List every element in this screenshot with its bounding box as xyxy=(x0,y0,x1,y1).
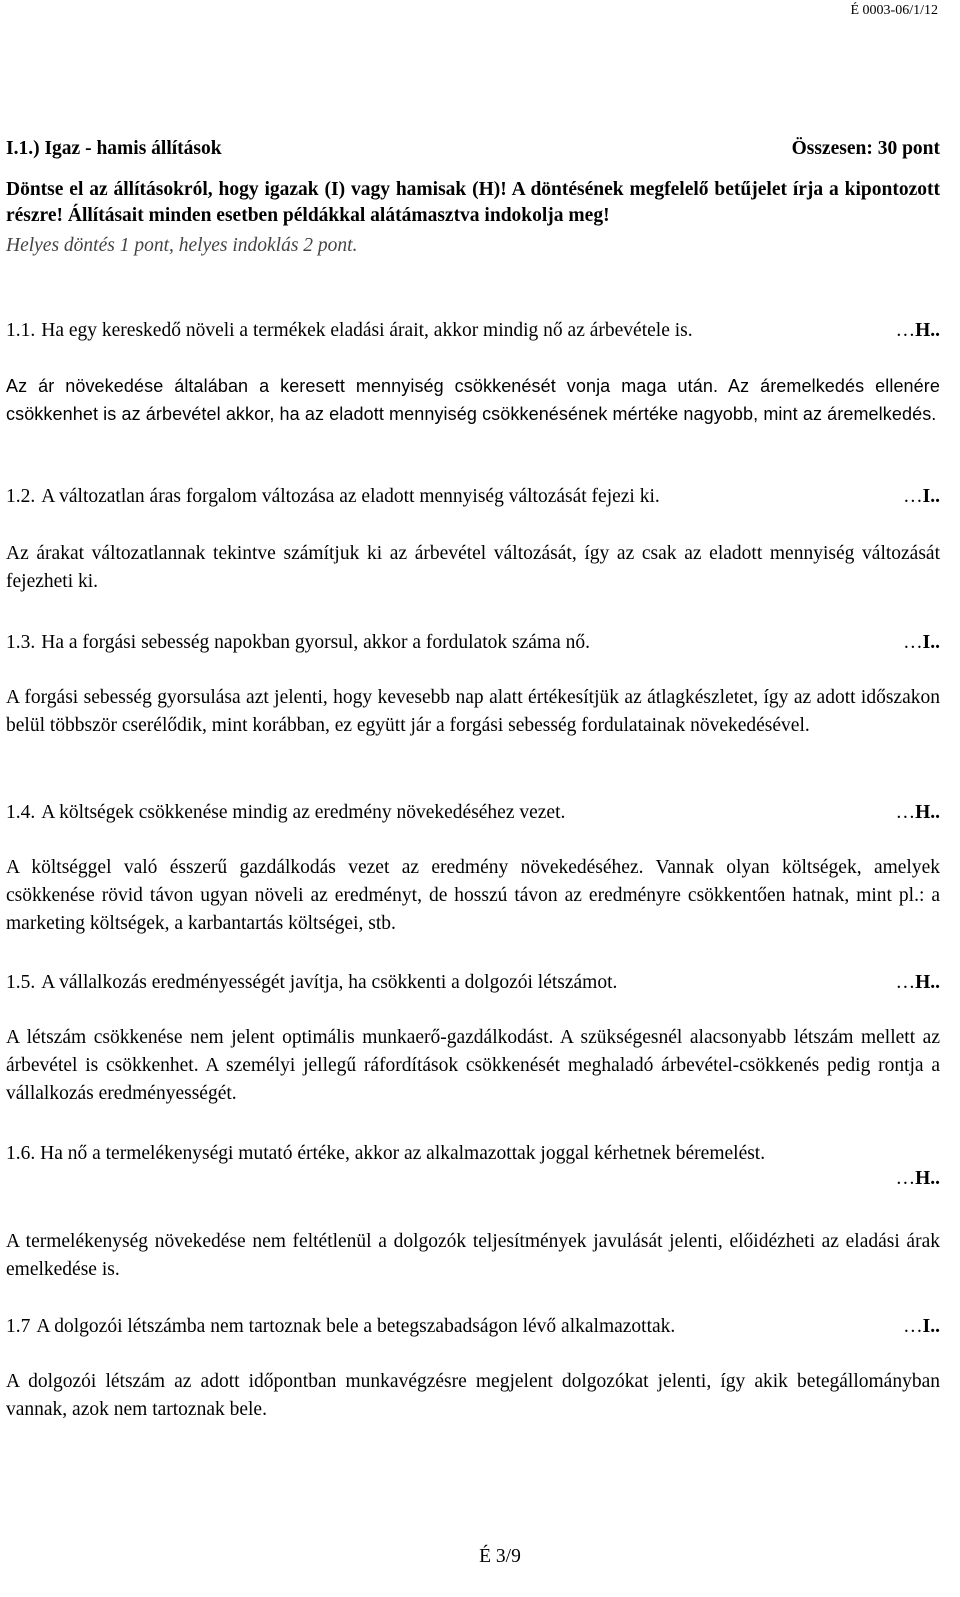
answer-field[interactable]: …I.. xyxy=(903,486,940,507)
statement-1-3 xyxy=(6,630,940,656)
answer-field[interactable]: …H.. xyxy=(895,320,940,341)
statement-text: A költségek csökkenése mindig az eredmény növekedéséhez vezet. xyxy=(41,802,566,823)
statement-number: 1.5. xyxy=(6,972,36,993)
explanation-1-4: A költséggel való ésszerű gazdálkodás vezet az eredmény növekedéséhez. Vannak olyan költségek, amelyek csökkenése rövid távon ugyan növeli az eredményt, de hosszú távon az eredményre csökkentően hatnak, mint pl.: a marketing költségek, a karbantartás költségei, stb. xyxy=(6,857,940,934)
section-heading xyxy=(6,138,940,160)
statement-text: A vállalkozás eredményességét javítja, ha csökkenti a dolgozói létszámot. xyxy=(41,972,618,993)
section-instructions: Döntse el az állításokról, hogy igazak (I) vagy hamisak (H)! A döntésének megfelelő betűjelet írja a kipontozott részre! Állításait minden esetben példákkal alátámasztva indokolja meg! xyxy=(6,179,940,226)
statement-number: 1.2. xyxy=(6,486,36,507)
answer-field[interactable]: …H.. xyxy=(895,972,940,993)
statement-text: A változatlan áras forgalom változása az eladott mennyiség változását fejezi ki. xyxy=(41,486,660,507)
explanation-1-7: A dolgozói létszám az adott időpontban munkavégzésre megjelent dolgozókat jelenti, így akik betegállományban vannak, azok nem tartoznak bele. xyxy=(6,1371,940,1420)
explanation-1-5: A létszám csökkenése nem jelent optimális munkaerő-gazdálkodást. A szükségesnél alacsonyabb létszám mellett az árbevétel is csökkenhet. A személyi jellegű ráfordítások csökkenését meghaladó árbevétel-csökkenés pedig rontja a vállalkozás eredményességét. xyxy=(6,1027,940,1104)
statement-text: Ha nő a termelékenységi mutató értéke, akkor az alkalmazottak joggal kérhetnek béremelést. xyxy=(40,1143,766,1164)
statement-number: 1.1. xyxy=(6,320,36,341)
statement-1-1 xyxy=(6,318,940,344)
page-number: É 3/9 xyxy=(479,1546,521,1567)
answer-field[interactable]: …H.. xyxy=(895,802,940,823)
answer-field[interactable]: …H.. xyxy=(895,1168,940,1189)
statement-text: A dolgozói létszámba nem tartoznak bele a betegszabadságon lévő alkalmazottak. xyxy=(36,1316,676,1337)
statement-number: 1.7 xyxy=(6,1316,31,1337)
statement-1-4 xyxy=(6,800,940,826)
section-title: I.1.) Igaz - hamis állítások xyxy=(6,138,222,159)
statement-1-2 xyxy=(6,484,940,510)
scoring-note: Helyes döntés 1 pont, helyes indoklás 2 pont. xyxy=(6,235,358,256)
statement-number: 1.6. xyxy=(6,1143,36,1164)
statement-text: Ha egy kereskedő növeli a termékek eladási árait, akkor mindig nő az árbevétele is. xyxy=(41,320,693,341)
statement-1-7 xyxy=(6,1314,940,1340)
explanation-1-1: Az ár növekedése általában a keresett mennyiség csökkenését vonja maga után. Az áremelkedés ellenére csökkenhet is az árbevétel akkor, ha az eladott mennyiség csökkenésének mértéke nagyobb, mint az áremelkedés. xyxy=(6,376,940,424)
statement-number: 1.4. xyxy=(6,802,36,823)
explanation-1-2: Az árakat változatlannak tekintve számítjuk ki az árbevétel változását, így az csak az eladott mennyiség változását fejezheti ki. xyxy=(6,543,940,592)
statement-1-6 xyxy=(6,1140,940,1189)
statement-text: Ha a forgási sebesség napokban gyorsul, akkor a fordulatok száma nő. xyxy=(41,632,590,653)
document-code: É 0003-06/1/12 xyxy=(850,3,938,18)
answer-field[interactable]: …I.. xyxy=(903,1316,940,1337)
section-points: Összesen: 30 pont xyxy=(791,138,940,159)
statement-1-5 xyxy=(6,970,940,996)
explanation-1-3: A forgási sebesség gyorsulása azt jelenti, hogy kevesebb nap alatt értékesítjük az átlagkészletet, így az adott időszakon belül többször cserélődik, mint korábban, ez együtt jár a forgási sebesség fordulatainak növekedésével. xyxy=(6,687,940,736)
answer-field[interactable]: …I.. xyxy=(903,632,940,653)
explanation-1-6: A termelékenység növekedése nem feltétlenül a dolgozók teljesítmények javulását jelenti, előidézheti az eladási árak emelkedése is. xyxy=(6,1231,940,1280)
statement-number: 1.3. xyxy=(6,632,36,653)
